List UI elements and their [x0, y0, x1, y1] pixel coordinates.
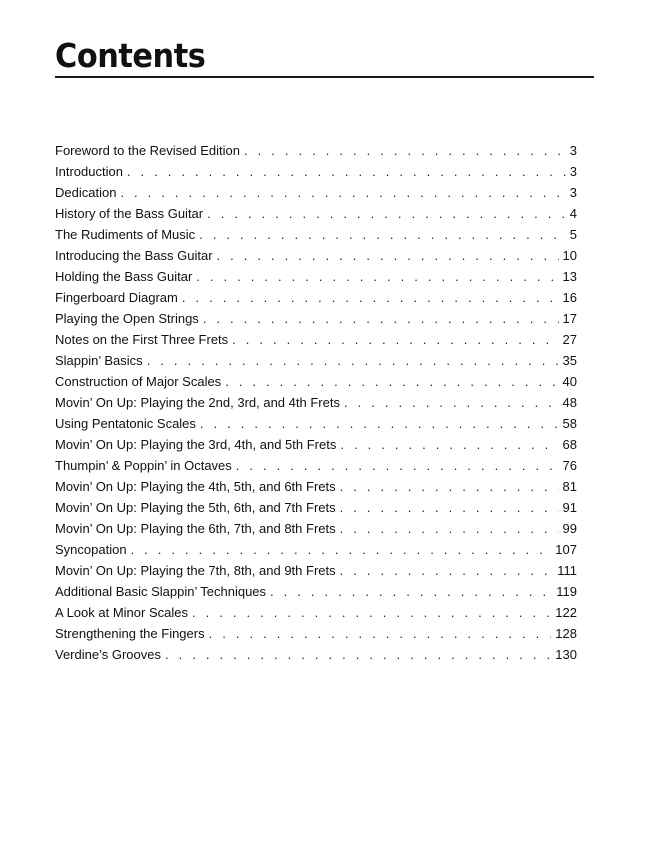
toc-entry-title: Slappin’ Basics	[55, 353, 143, 368]
toc-entry-page-number: 91	[562, 500, 577, 515]
dot-leader	[209, 623, 552, 644]
toc-entry-page-number: 119	[556, 584, 577, 599]
dot-leader	[236, 455, 559, 476]
toc-entry-title: Fingerboard Diagram	[55, 290, 178, 305]
toc-entry	[55, 308, 577, 329]
toc-entry-title: Movin’ On Up: Playing the 5th, 6th, and 7th Frets	[55, 500, 336, 515]
toc-entry-title: Strengthening the Fingers	[55, 626, 205, 641]
toc-entry	[55, 623, 577, 644]
toc-entry-title: Holding the Bass Guitar	[55, 269, 193, 284]
toc-entry-page-number: 16	[562, 290, 577, 305]
toc-entry	[55, 140, 577, 161]
toc-entry	[55, 203, 577, 224]
toc-entry-title: The Rudiments of Music	[55, 227, 196, 242]
toc-entry-title: Foreword to the Revised Edition	[55, 143, 240, 158]
dot-leader	[232, 329, 558, 350]
dot-leader	[225, 371, 558, 392]
toc-entry	[55, 413, 577, 434]
toc-entry-page-number: 130	[555, 647, 577, 662]
toc-entry-title: Construction of Major Scales	[55, 374, 222, 389]
dot-leader	[203, 308, 559, 329]
toc-entry-title: Movin’ On Up: Playing the 7th, 8th, and 9th Frets	[55, 563, 336, 578]
toc-entry	[55, 560, 577, 581]
toc-entry-page-number: 68	[562, 437, 577, 452]
toc-entry	[55, 371, 577, 392]
toc-entry	[55, 266, 577, 287]
toc-entry-title: Thumpin’ & Poppin’ in Octaves	[55, 458, 232, 473]
dot-leader	[147, 350, 559, 371]
toc-entry-title: Syncopation	[55, 542, 127, 557]
toc-entry	[55, 350, 577, 371]
toc-entry-title: Introducing the Bass Guitar	[55, 248, 213, 263]
toc-entry	[55, 329, 577, 350]
dot-leader	[165, 644, 551, 665]
dot-leader	[200, 413, 559, 434]
toc-entry	[55, 245, 577, 266]
toc-entry	[55, 539, 577, 560]
toc-entry-page-number: 3	[569, 164, 577, 179]
dot-leader	[199, 224, 566, 245]
toc-entry-page-number: 35	[562, 353, 577, 368]
toc-entry	[55, 602, 577, 623]
toc-entry	[55, 434, 577, 455]
dot-leader	[127, 161, 566, 182]
dot-leader	[192, 602, 551, 623]
dot-leader	[344, 392, 559, 413]
toc-entry-page-number: 107	[555, 542, 577, 557]
toc-entry	[55, 182, 577, 203]
toc-entry-page-number: 128	[555, 626, 577, 641]
toc-entry-title: Verdine’s Grooves	[55, 647, 161, 662]
toc-entry-page-number: 5	[569, 227, 577, 242]
toc-entry-page-number: 4	[569, 206, 577, 221]
toc-entry-title: Movin’ On Up: Playing the 2nd, 3rd, and 4th Frets	[55, 395, 340, 410]
toc-entry-title: Movin’ On Up: Playing the 4th, 5th, and 6th Frets	[55, 479, 336, 494]
toc-entry-page-number: 122	[555, 605, 577, 620]
toc-entry-title: Notes on the First Three Frets	[55, 332, 229, 347]
toc-entry	[55, 581, 577, 602]
toc-entry-page-number: 27	[562, 332, 577, 347]
toc-entry	[55, 161, 577, 182]
toc-entry-title: History of the Bass Guitar	[55, 206, 204, 221]
dot-leader	[182, 287, 559, 308]
toc-entry-page-number: 99	[562, 521, 577, 536]
toc-entry-page-number: 3	[569, 185, 577, 200]
toc-entry-title: Introduction	[55, 164, 123, 179]
dot-leader	[217, 245, 559, 266]
toc-entry	[55, 476, 577, 497]
dot-leader	[340, 518, 559, 539]
toc-entry-title: Dedication	[55, 185, 117, 200]
toc-entry-title: Using Pentatonic Scales	[55, 416, 196, 431]
toc-entry	[55, 287, 577, 308]
dot-leader	[196, 266, 558, 287]
toc-entry-title: Movin’ On Up: Playing the 3rd, 4th, and 5th Frets	[55, 437, 337, 452]
dot-leader	[340, 476, 559, 497]
toc-entry-title: Additional Basic Slappin’ Techniques	[55, 584, 267, 599]
toc-entry-page-number: 13	[562, 269, 577, 284]
page-title: Contents	[55, 36, 206, 75]
toc-entry-page-number: 40	[562, 374, 577, 389]
toc-entry	[55, 644, 577, 665]
title-underline	[55, 76, 594, 78]
dot-leader	[270, 581, 552, 602]
toc-entry-page-number: 81	[562, 479, 577, 494]
dot-leader	[120, 182, 565, 203]
toc-entry-page-number: 3	[569, 143, 577, 158]
toc-entry-page-number: 76	[562, 458, 577, 473]
toc-entry-page-number: 48	[562, 395, 577, 410]
toc-entry	[55, 518, 577, 539]
toc-entry-page-number: 111	[557, 563, 577, 578]
table-of-contents	[55, 140, 577, 665]
toc-entry-title: Playing the Open Strings	[55, 311, 199, 326]
toc-entry-page-number: 10	[562, 248, 577, 263]
dot-leader	[244, 140, 566, 161]
toc-entry-page-number: 58	[562, 416, 577, 431]
dot-leader	[340, 497, 559, 518]
toc-entry-page-number: 17	[562, 311, 577, 326]
toc-entry-title: A Look at Minor Scales	[55, 605, 188, 620]
dot-leader	[340, 434, 558, 455]
dot-leader	[340, 560, 554, 581]
toc-entry	[55, 497, 577, 518]
toc-entry	[55, 224, 577, 245]
dot-leader	[131, 539, 552, 560]
toc-entry-title: Movin’ On Up: Playing the 6th, 7th, and 8th Frets	[55, 521, 336, 536]
toc-entry	[55, 392, 577, 413]
toc-entry	[55, 455, 577, 476]
dot-leader	[207, 203, 566, 224]
